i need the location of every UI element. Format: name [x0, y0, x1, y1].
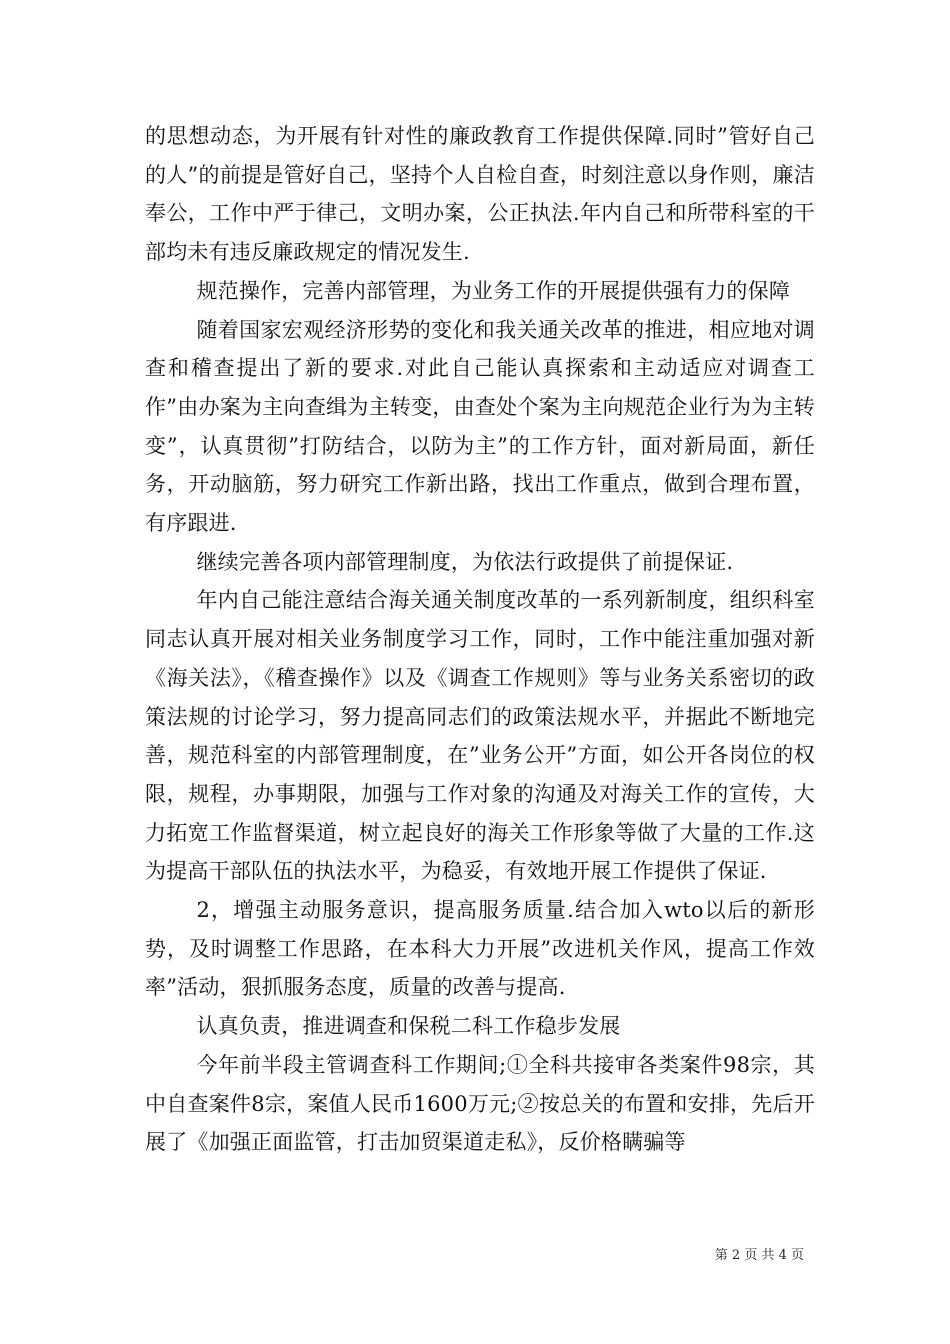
paragraph-1: 的思想动态，为开展有针对性的廉政教育工作提供保障.同时”管好自己的人”的前提是管好自己，坚持个人自检自查，时刻注意以身作则，廉洁奉公，工作中严于律己，文明办案，公正执法.年内自己和所带科室的干部均未有违反廉政规定的情况发生. — [145, 124, 815, 265]
paragraph-7: 认真负责，推进调查和保税二科工作稳步发展 — [196, 1014, 621, 1039]
paragraph-3: 随着国家宏观经济形势的变化和我关通关改革的推进，相应地对调查和稽查提出了新的要求.对此自己能认真探索和主动适应对调查工作”由办案为主向查缉为主转变，由查处个案为主向规范企业行为为主转变”，认真贯彻”打防结合，以防为主”的工作方针，面对新局面，新任务，开动脑筋，努力研究工作新出路，找出工作重点，做到合理布置，有序跟进. — [145, 317, 815, 536]
page-number-footer: 第 2 页 共 4 页 — [714, 1248, 804, 1263]
paragraph-4: 继续完善各项内部管理制度，为依法行政提供了前提保证. — [196, 549, 734, 574]
document-body — [145, 117, 815, 1162]
paragraph-6: 2，增强主动服务意识，提高服务质量.结合加入wto以后的新形势，及时调整工作思路，在本科大力开展”改进机关作风，提高工作效率”活动，狠抓服务态度，质量的改善与提高. — [145, 898, 815, 1000]
paragraph-8: 今年前半段主管调查科工作期间;①全科共接审各类案件98宗，其中自查案件8宗，案值人民币1600万元;②按总关的布置和安排，先后开展了《加强正面监管，打击加贸渠道走私》，反价格瞒骗等 — [145, 1052, 815, 1155]
paragraph-5: 年内自己能注意结合海关通关制度改革的一系列新制度，组织科室同志认真开展对相关业务制度学习工作，同时，工作中能注重加强对新《海关法》，《稽查操作》以及《调查工作规则》等与业务关系密切的政策法规的讨论学习，努力提高同志们的政策法规水平，并据此不断地完善，规范科室的内部管理制度，在”业务公开”方面，如公开各岗位的权限，规程，办事期限，加强与工作对象的沟通及对海关工作的宣传，大力拓宽工作监督渠道，树立起良好的海关工作形象等做了大量的工作.这为提高干部队伍的执法水平，为稳妥，有效地开展工作提供了保证. — [145, 588, 815, 884]
paragraph-2: 规范操作，完善内部管理，为业务工作的开展提供强有力的保障 — [196, 278, 791, 303]
